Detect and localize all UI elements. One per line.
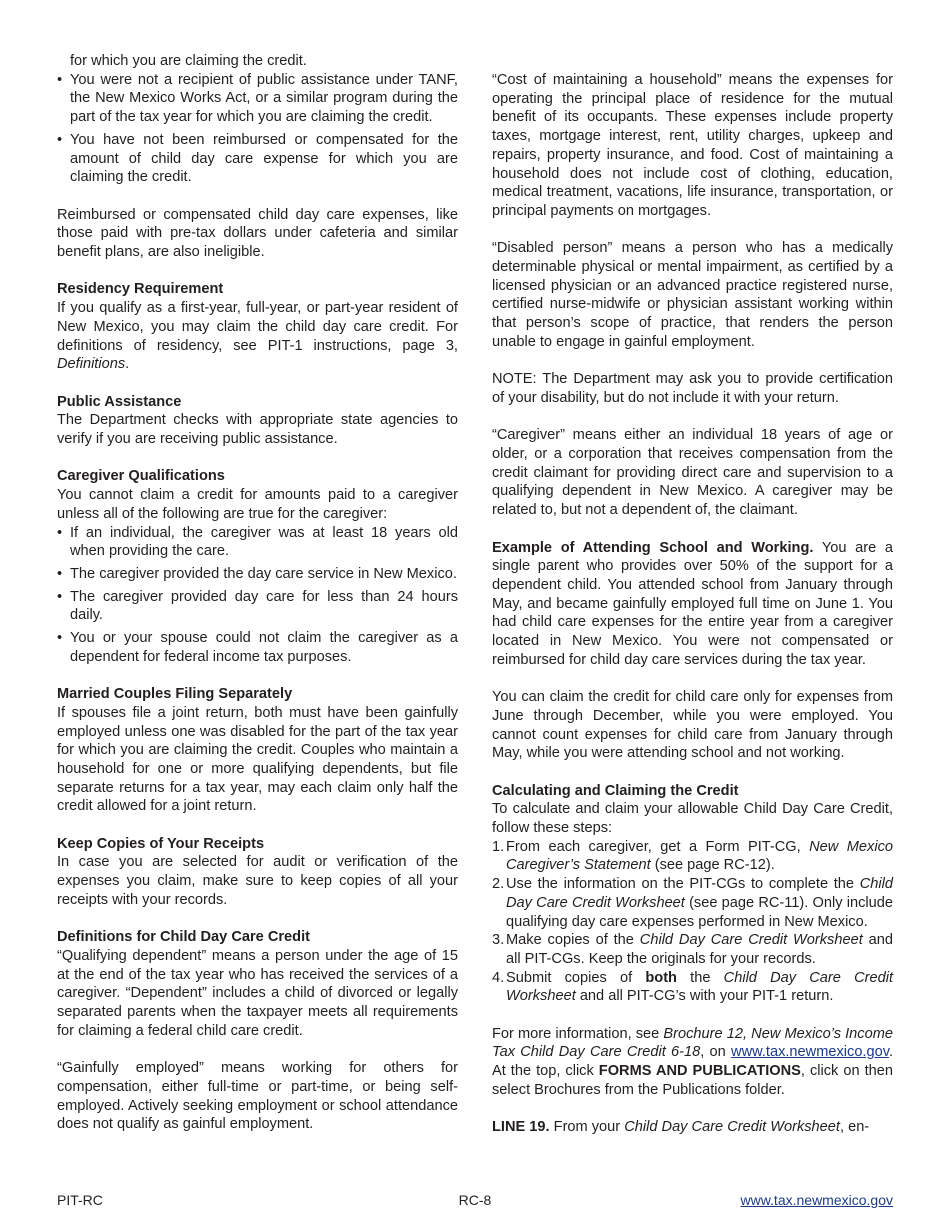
bullet-item: • You have not been reimbursed or compensated for the amount of child day care expense for which you are claiming the credit. [57, 131, 458, 187]
footer-form-id: PIT-RC [57, 1192, 103, 1208]
step-item: 3. Make copies of the Child Day Care Credit Worksheet and all PIT-CGs. Keep the originals for your records. [492, 932, 893, 967]
bullet-item: • The caregiver provided the day care service in New Mexico. [57, 565, 458, 584]
residency-heading: Residency Requirement [57, 281, 224, 298]
bullet-item: • The caregiver provided day care for less than 24 hours daily. [57, 588, 458, 625]
caregiver-definition: “Caregiver” means either an individual 18 years of age or older, or a corporation that receives compensation from the credit claimant for providing direct care and supervision to a qualifying dependent in New Mexico. A caregiver may be related to, but not a dependent of, the claimant. [492, 427, 893, 519]
more-info-paragraph: For more information, see Brochure 12, New Mexico’s Income Tax Child Day Care Credit 6-18, on www.tax.newmexico.gov. At the top, click FORMS AND PUBLICATIONS, click on then select Brochures from the Publications folder. [492, 1025, 893, 1098]
reimbursed-paragraph: Reimbursed or compensated child day care expenses, like those paid with pre-tax dollars under cafeteria and similar benefit plans, are also ineligible. [57, 206, 458, 261]
public-assistance-text: The Department checks with appropriate state agencies to verify if you are receiving public assistance. [57, 412, 458, 448]
eligibility-bullets [57, 71, 458, 187]
definitions-heading: Definitions for Child Day Care Credit [57, 929, 310, 946]
public-assistance-heading: Public Assistance [57, 393, 182, 410]
definitions-section [57, 928, 458, 1134]
married-heading: Married Couples Filing Separately [57, 686, 293, 703]
step-item: 2. Use the information on the PIT-CGs to complete the Child Day Care Credit Worksheet (see page RC-11). Only include qualifying day care expenses performed in New Mexico. [492, 876, 893, 930]
footer-page-number: RC-8 [458, 1192, 492, 1208]
bullet-item: • If an individual, the caregiver was at least 18 years old when providing the care. [57, 524, 458, 561]
married-section [57, 685, 458, 816]
claim-paragraph: You can claim the credit for child care only for expenses from June through December, while you were employed. You cannot count expenses for child care from January through May, while you were attending school and not working. [492, 689, 893, 762]
receipts-heading: Keep Copies of Your Receipts [57, 835, 265, 852]
caregiver-bullets [57, 524, 458, 667]
married-text: If spouses file a joint return, both must have been gainfully employed unless one was disabled for the part of the tax year for which you are claiming the credit. Couples who maintain a household for one or more qualifying dependents, but file separate returns for a tax year, may each claim only half the credit allowed for a joint return. [57, 704, 458, 815]
caregiver-qualifications-text: You cannot claim a credit for amounts paid to a caregiver unless all of the following are true for the caregiver: [57, 487, 458, 522]
calc-steps [492, 838, 893, 1006]
example-paragraph: Example of Attending School and Working. You are a single parent who provides over 50% of the support for a dependent child. You attended school from January through May, and became gainfully employed full time on June 1. You had child care expenses for the entire year from a caregiver located in New Mexico. You were not compensated or reimbursed for child day care services during the tax year. [492, 539, 893, 668]
caregiver-qualifications-section [57, 467, 458, 666]
residency-text: If you qualify as a first-year, full-year, or part-year resident of New Mexico, you may claim the child day care credit. For definitions of residency, see PIT-1 instructions, page 3, Definitions. [57, 300, 458, 373]
tax-website-link[interactable]: www.tax.newmexico.gov [731, 1044, 889, 1061]
step-item: 1. From each caregiver, get a Form PIT-CG, New Mexico Caregiver’s Statement (see page RC-12). [492, 838, 893, 874]
household-definition: “Cost of maintaining a household” means the expenses for operating the principal place of residence for the mutual benefit of its occupants. These expenses include property taxes, mortgage interest, rent, utility charges, upkeep and repairs, property insurance, and food. Cost of maintaining a household does not include cost of clothing, education, medical treatment, vacations, life insurance, transportation, or principal payments on mortgages. [492, 72, 893, 219]
caregiver-qualifications-heading: Caregiver Qualifications [57, 468, 225, 485]
bullet-item: • You were not a recipient of public assistance under TANF, the New Mexico Works Act, or a similar program during the part of the tax year for which you are claiming the credit. [57, 71, 458, 127]
calc-section [492, 782, 893, 1006]
disabled-definition: “Disabled person” means a person who has a medically determinable physical or mental impairment, as certified by a licensed physician or an advanced practice registered nurse, certified nurse-midwife or physician assistant working within that person’s scope of practice, that renders the person unable to engage in gainful employment. [492, 240, 893, 350]
right-column [492, 71, 893, 1137]
line19-paragraph: LINE 19. From your Child Day Care Credit Worksheet, en- [492, 1119, 870, 1136]
bullet-item: • You or your spouse could not claim the caregiver as a dependent for federal income tax purposes. [57, 629, 458, 666]
left-column [57, 52, 458, 1134]
gainfully-employed-text: “Gainfully employed” means working for others for compensation, either full-time or part-time, or being self-employed. Actively seeking employment or school attendance does not qualify as gainful employment. [57, 1060, 458, 1133]
receipts-text: In case you are selected for audit or verification of the expenses you claim, make sure to keep copies of all your receipts with your records. [57, 854, 458, 908]
public-assistance-section [57, 393, 458, 449]
note-text: NOTE: The Department may ask you to provide certification of your disability, but do not include it with your return. [492, 371, 893, 406]
footer-website-link[interactable]: www.tax.newmexico.gov [740, 1192, 893, 1208]
qualifying-dependent-text: “Qualifying dependent” means a person under the age of 15 at the end of the tax year who has received the services of a caregiver. “Dependent” includes a child of divorced or legally separated parents when the taxpayer meets all requirements for claiming a federal child care credit. [57, 947, 458, 1039]
example-heading: Example of Attending School and Working. [492, 539, 814, 556]
continuation-text: for which you are claiming the credit. [70, 53, 307, 69]
step-item: 4. Submit copies of both the Child Day Care Credit Worksheet and all PIT-CG’s with your PIT-1 return. [492, 969, 894, 1005]
residency-section [57, 280, 458, 374]
calc-intro: To calculate and claim your allowable Child Day Care Credit, follow these steps: [492, 801, 893, 837]
receipts-section [57, 835, 458, 910]
calc-heading: Calculating and Claiming the Credit [492, 782, 739, 799]
